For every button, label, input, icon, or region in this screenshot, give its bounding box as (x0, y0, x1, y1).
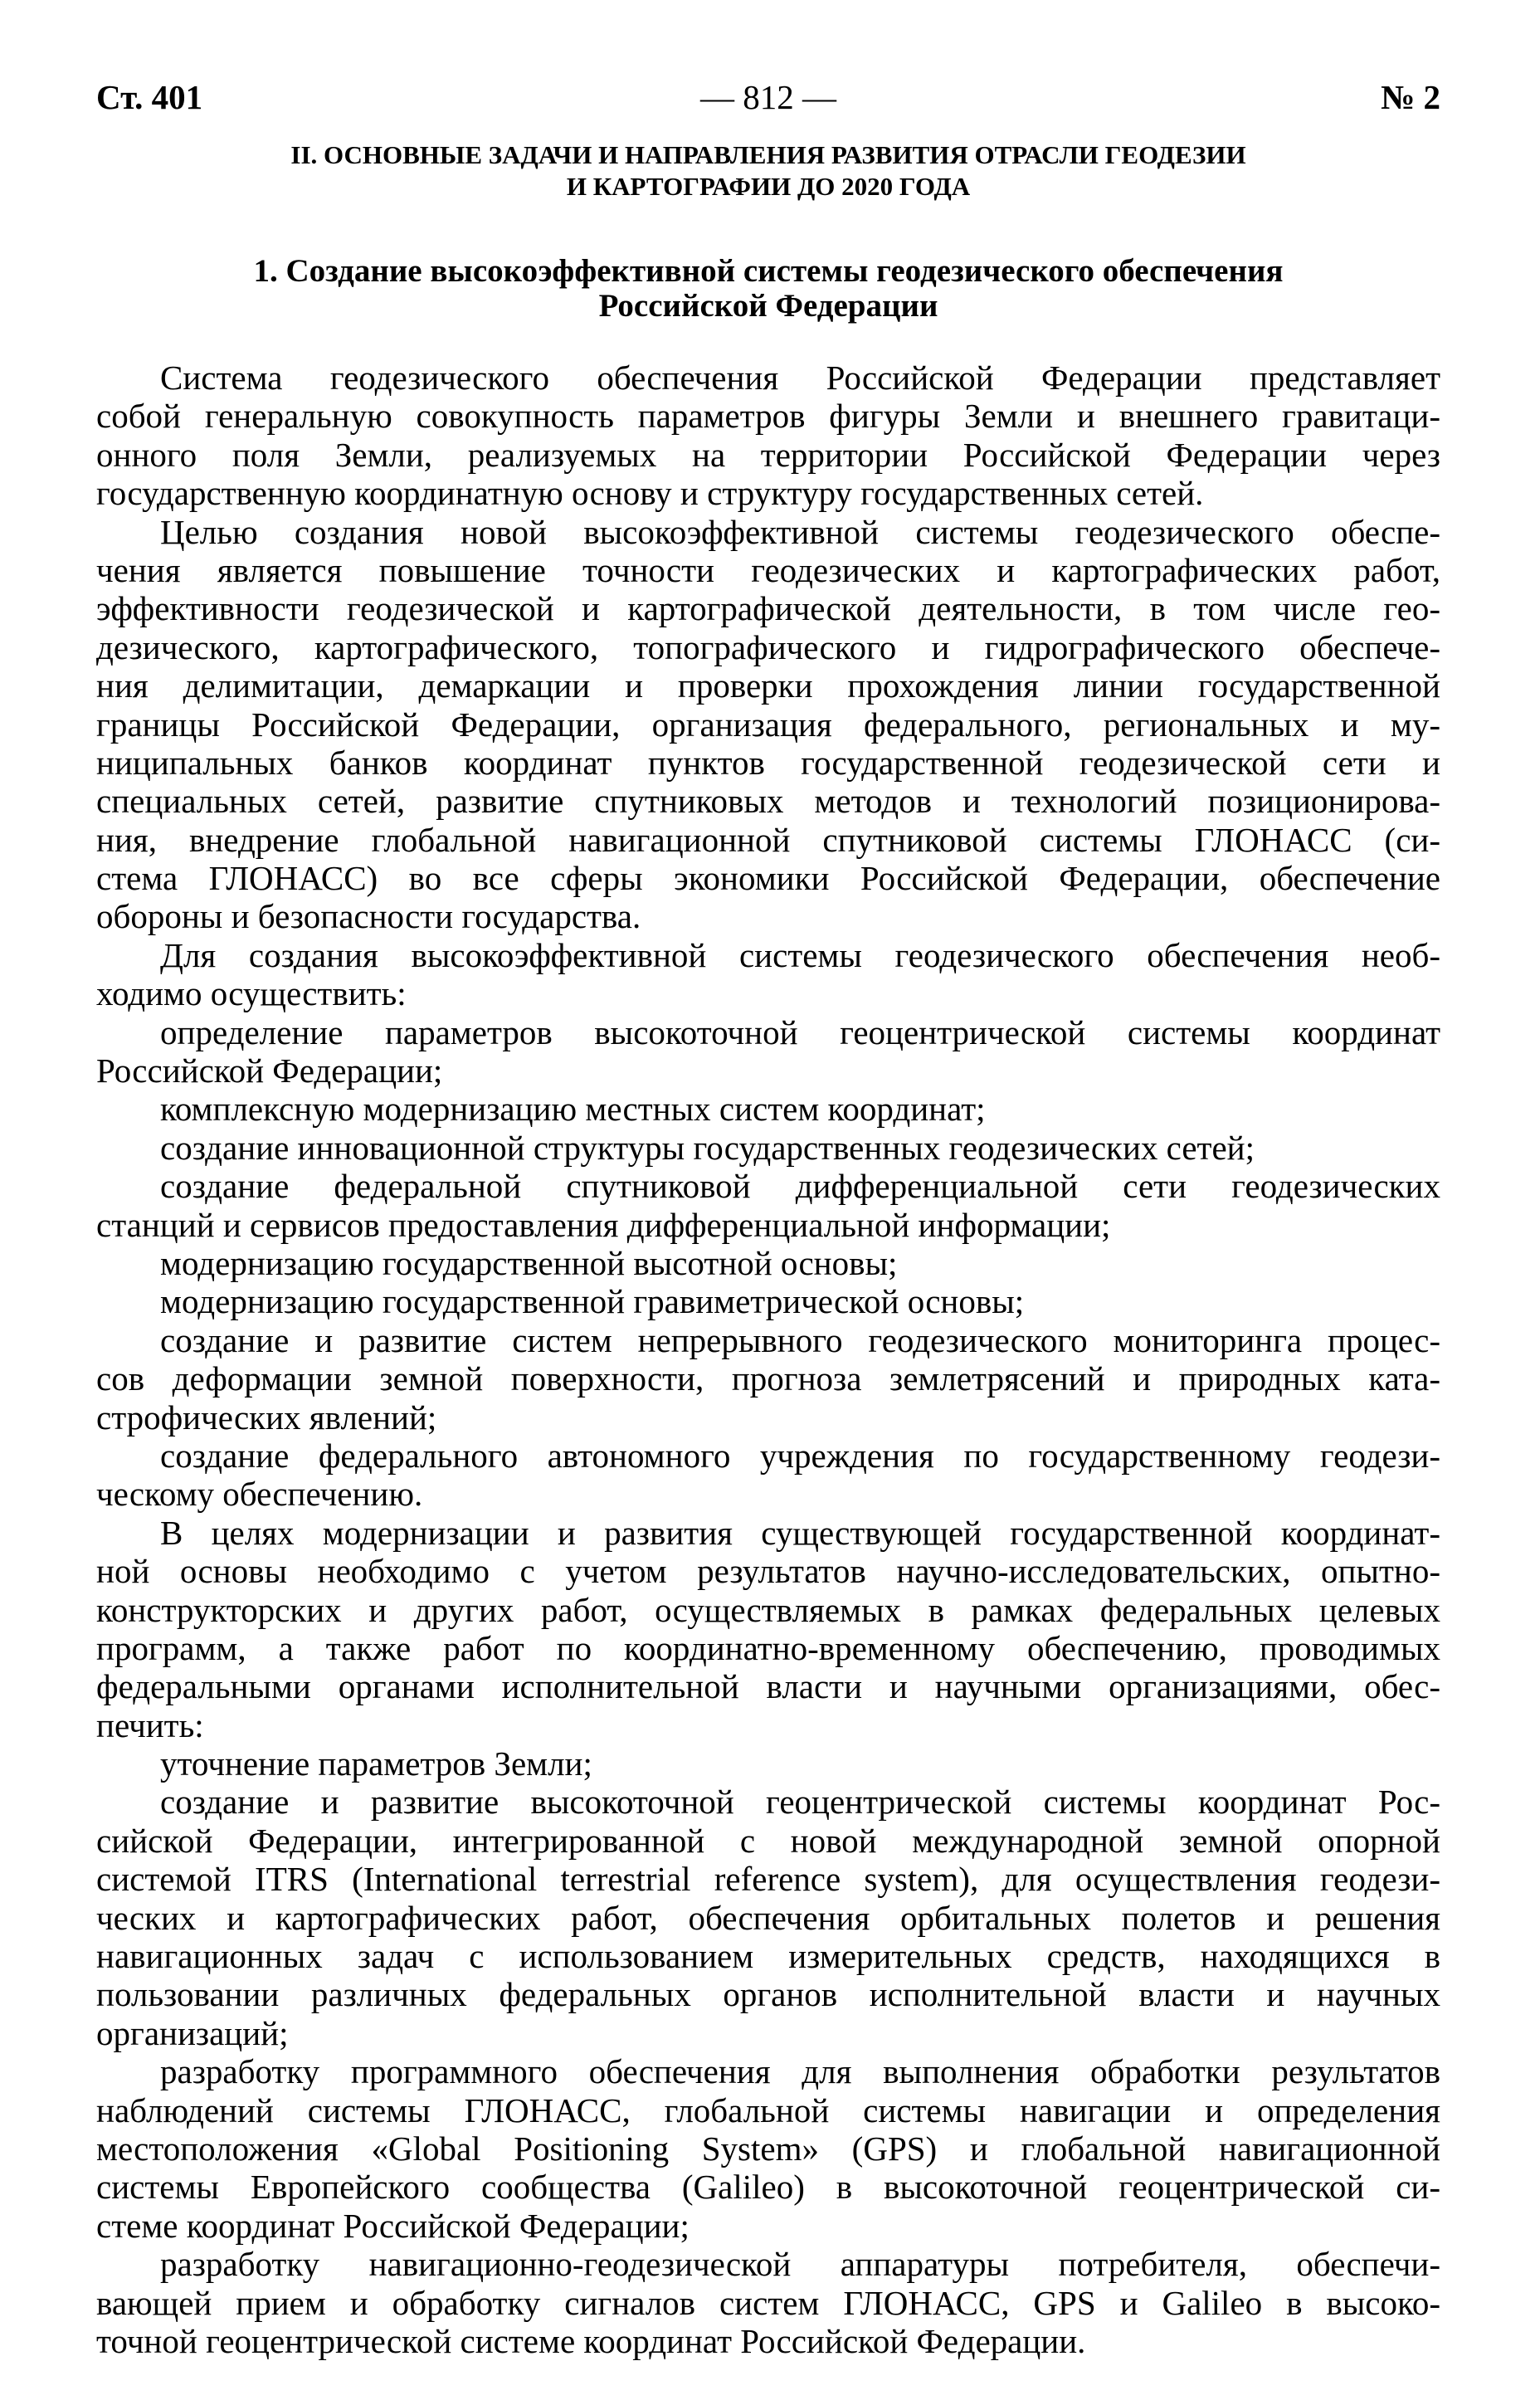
text-line: специальных сетей, развитие спутниковых методов и технологий позиционирова- (96, 782, 1440, 821)
text-line: станций и сервисов предоставления дифференциальной информации; (96, 1205, 1111, 1244)
text-line: создание федеральной спутниковой дифференциальной сети геодезических (160, 1167, 1440, 1206)
text-line: Российской Федерации; (96, 1051, 443, 1090)
paragraph (96, 1437, 1440, 1514)
article-number: Ст. 401 (96, 78, 203, 116)
text-line: В целях модернизации и развития существующей государственной координат- (160, 1513, 1440, 1552)
text-line: разработку программного обеспечения для выполнения обработки результатов (160, 2052, 1440, 2091)
text-line: модернизацию государственной высотной основы; (160, 1243, 898, 1282)
document-body (96, 359, 1440, 2360)
text-line: ческих и картографических работ, обеспечения орбитальных полетов и решения (96, 1898, 1440, 1937)
text-line: наблюдений системы ГЛОНАСС, глобальной системы навигации и определения (96, 2090, 1440, 2129)
chapter-title-line: И КАРТОГРАФИИ ДО 2020 ГОДА (566, 172, 971, 201)
text-line: стема ГЛОНАСС) во все сферы экономики Российской Федерации, обеспечение (96, 859, 1440, 898)
text-line: собой генеральную совокупность параметров фигуры Земли и внешнего гравитаци- (96, 397, 1440, 436)
text-line: стеме координат Российской Федерации; (96, 2206, 690, 2245)
paragraph (96, 359, 1440, 513)
text-line: обороны и безопасности государства. (96, 897, 641, 936)
text-line: ния, внедрение глобальной навигационной спутниковой системы ГЛОНАСС (си- (96, 820, 1440, 859)
paragraph (96, 1282, 1440, 1320)
text-line: программ, а также работ по координатно-временному обеспечению, проводимых (96, 1628, 1440, 1667)
text-line: местоположения «Global Positioning System» (GPS) и глобальной навигационной (96, 2129, 1440, 2168)
text-line: эффективности геодезической и картографической деятельности, в том числе гео- (96, 589, 1440, 628)
text-line: создание инновационной структуры государственных геодезических сетей; (160, 1128, 1255, 1167)
text-line: сийской Федерации, интегрированной с новой международной земной опорной (96, 1821, 1440, 1860)
text-line: дезического, картографического, топографического и гидрографического обеспече- (96, 627, 1440, 666)
text-line: пользовании различных федеральных органов исполнительной власти и научных (96, 1975, 1440, 2014)
page-header (96, 76, 1440, 118)
text-line: точной геоцентрической системе координат Российской Федерации. (96, 2321, 1086, 2360)
text-line: вающей прием и обработку сигналов систем ГЛОНАСС, GPS и Galileo в высоко- (96, 2283, 1440, 2322)
text-line: ной основы необходимо с учетом результатов научно-исследовательских, опытно- (96, 1552, 1440, 1591)
paragraph (96, 936, 1440, 1013)
paragraph (96, 1744, 1440, 1783)
paragraph (96, 1090, 1440, 1128)
text-line: создание федерального автономного учреждения по государственному геодези- (160, 1436, 1440, 1475)
text-line: комплексную модернизацию местных систем координат; (160, 1090, 986, 1129)
text-line: Система геодезического обеспечения Российской Федерации представляет (160, 359, 1440, 397)
paragraph (96, 513, 1440, 936)
text-line: сов деформации земной поверхности, прогноза землетрясений и природных ката- (96, 1359, 1440, 1398)
chapter-title-line: II. ОСНОВНЫЕ ЗАДАЧИ И НАПРАВЛЕНИЯ РАЗВИТИЯ ОТРАСЛИ ГЕОДЕЗИИ (290, 140, 1246, 169)
text-line: конструкторских и других работ, осуществляемых в рамках федеральных целевых (96, 1590, 1440, 1629)
text-line: границы Российской Федерации, организация федерального, региональных и му- (96, 705, 1440, 744)
paragraph (96, 2052, 1440, 2245)
text-line: ходимо осуществить: (96, 974, 407, 1013)
text-line: системой ITRS (International terrestrial reference system), для осуществления геодези- (96, 1860, 1440, 1899)
text-line: печить: (96, 1705, 204, 1744)
chapter-title (96, 139, 1440, 202)
text-line: чения является повышение точности геодезических и картографических работ, (96, 550, 1440, 589)
paragraph (96, 1167, 1440, 1244)
paragraph (96, 1244, 1440, 1282)
section-heading-line: 1. Создание высокоэффективной системы геодезического обеспечения (253, 253, 1284, 289)
text-line: разработку навигационно-геодезической аппаратуры потребителя, обеспечи- (160, 2245, 1440, 2284)
paragraph (96, 1783, 1440, 2052)
text-line: строфических явлений; (96, 1398, 437, 1437)
text-line: создание и развитие высокоточной геоцентрической системы координат Рос- (160, 1783, 1440, 1822)
text-line: ния делимитации, демаркации и проверки прохождения линии государственной (96, 666, 1440, 705)
text-line: системы Европейского сообщества (Galileo) в высокоточной геоцентрической си- (96, 2168, 1440, 2207)
text-line: ниципальных банков координат пунктов государственной геодезической сети и (96, 743, 1440, 782)
text-line: организаций; (96, 2013, 289, 2052)
page-number: — 812 — (700, 78, 836, 116)
paragraph (96, 2245, 1440, 2360)
text-line: ческому обеспечению. (96, 1475, 423, 1514)
section-heading (96, 254, 1440, 324)
section-heading-line: Российской Федерации (598, 288, 938, 324)
paragraph (96, 1013, 1440, 1090)
text-line: государственную координатную основу и структуру государственных сетей. (96, 474, 1204, 513)
paragraph (96, 1129, 1440, 1167)
text-line: Для создания высокоэффективной системы геодезического обеспечения необ- (160, 935, 1440, 974)
text-line: уточнение параметров Земли; (160, 1744, 592, 1783)
text-line: онного поля Земли, реализуемых на территории Российской Федерации через (96, 435, 1440, 474)
text-line: Целью создания новой высокоэффективной системы геодезического обеспе- (160, 512, 1440, 551)
paragraph (96, 1321, 1440, 1437)
text-line: модернизацию государственной гравиметрической основы; (160, 1282, 1025, 1321)
text-line: федеральными органами исполнительной власти и научными организациями, обес- (96, 1667, 1440, 1706)
text-line: создание и развитие систем непрерывного геодезического мониторинга процес- (160, 1320, 1440, 1359)
text-line: навигационных задач с использованием измерительных средств, находящихся в (96, 1937, 1440, 1976)
issue-number: № 2 (1381, 78, 1440, 116)
text-line: определение параметров высокоточной геоцентрической системы координат (160, 1012, 1440, 1051)
paragraph (96, 1514, 1440, 1744)
